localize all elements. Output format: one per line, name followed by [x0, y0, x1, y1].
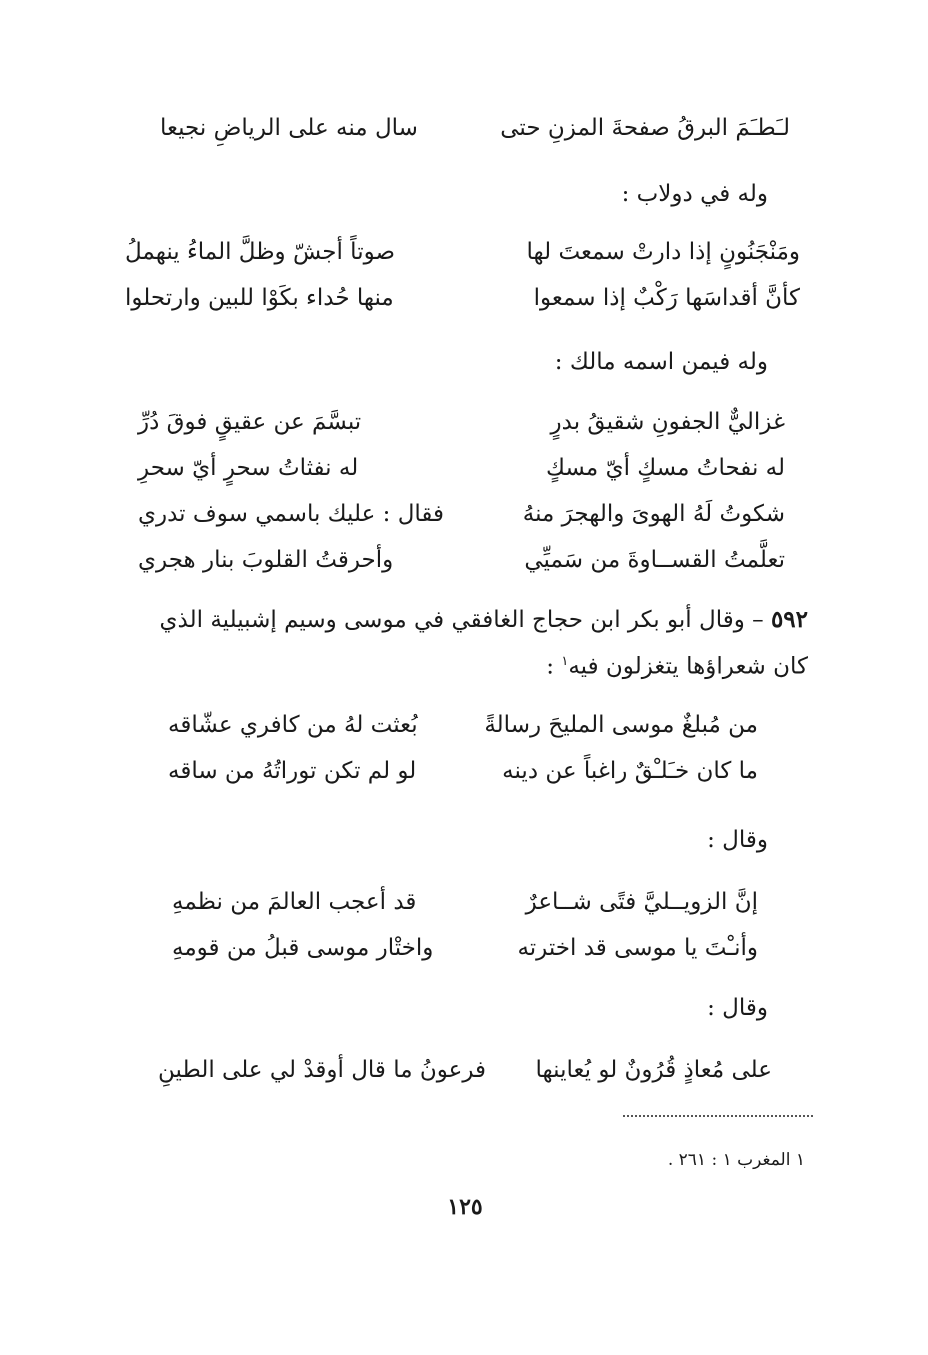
section-intro: وقال :	[707, 995, 768, 1021]
verse-second-hemistich: فقال : عليك باسمي سوف تدري	[138, 501, 445, 527]
verse-line	[125, 276, 800, 320]
numbered-paragraph	[160, 598, 808, 642]
verse-second-hemistich: فرعونُ ما قال أوقدْ لي على الطينِ	[158, 1057, 487, 1083]
verse-line	[158, 1048, 772, 1092]
verse-line	[138, 400, 785, 444]
verse-first-hemistich: على مُعاذٍ قُرُونٌ لو يُعاينها	[535, 1057, 772, 1083]
page-number: ١٢٥	[447, 1194, 483, 1220]
verse-first-hemistich: له نفحاتُ مسكٍ أيّ مسكٍ	[546, 455, 785, 481]
verse-line	[160, 106, 790, 150]
verse-line	[168, 749, 758, 793]
footnote: ١ المغرب ١ : ٢٦١ .	[667, 1150, 805, 1170]
section-intro: وله في دولاب :	[621, 181, 768, 207]
verse-first-hemistich: من مُبلغٌ موسى المليحَ رسالةً	[484, 712, 758, 738]
paragraph-colon: :	[546, 653, 562, 680]
paragraph-text: – وقال أبو بكر ابن حجاج الغافقي في موسى وسيم إشبيلية الذي	[159, 607, 764, 633]
verse-first-hemistich: ما كان خـَلـْقٌ راغباً عن دينه	[502, 758, 758, 784]
verse-first-hemistich: شكوتُ لَهُ الهوىَ والهجرَ منهُ	[522, 501, 785, 527]
verse-first-hemistich: لـَطـَمَ البرقُ صفحةَ المزنِ حتى	[500, 115, 790, 141]
section-intro: وله فيمن اسمه مالك :	[554, 349, 768, 375]
verse-second-hemistich: بُعثت لهُ من كافري عشّاقه	[168, 712, 418, 738]
verse-first-hemistich: وأنـْتَ يا موسى قد اخترته	[517, 935, 758, 961]
paragraph-continuation	[546, 640, 808, 689]
paragraph-text: كان شعراؤها يتغزلون فيه	[568, 653, 808, 680]
footnote-marker: ١	[561, 654, 569, 669]
verse-second-hemistich: واختْار موسى قبلُ من قومهِ	[172, 935, 434, 961]
verse-second-hemistich: سال منه على الرياضِ نجيعا	[160, 115, 418, 141]
verse-second-hemistich: له نفثاتُ سحرٍ أيّ سحرِ	[138, 455, 359, 481]
verse-second-hemistich: تبسَّمَ عن عقيقٍ فوقَ دُرِّ	[138, 409, 362, 435]
section-intro: وقال :	[707, 827, 768, 853]
verse-line	[168, 703, 758, 747]
verse-line	[138, 446, 785, 490]
verse-line	[125, 230, 800, 274]
paragraph-number: ٥٩٢	[770, 606, 808, 633]
verse-line	[138, 492, 785, 536]
verse-first-hemistich: غزاليٌّ الجفونِ شقيقُ بدرٍ	[550, 409, 785, 435]
verse-second-hemistich: وأحرقتُ القلوبَ بنار هجري	[138, 547, 394, 573]
verse-line	[138, 538, 785, 582]
verse-second-hemistich: لو لم تكن توراتُهُ من ساقه	[168, 758, 417, 784]
verse-line	[172, 926, 758, 970]
verse-second-hemistich: قد أعجب العالمَ من نظمهِ	[172, 889, 417, 915]
verse-first-hemistich: إنَّ الزويــليَّ فتًى شــاعرٌ	[525, 889, 758, 915]
verse-first-hemistich: ومَنْجَنُونٍ إذا دارتْ سمعتَ لها	[526, 239, 800, 265]
verse-second-hemistich: منها حُداء بكَوْا للبين وارتحلوا	[125, 285, 394, 311]
verse-second-hemistich: صوتاً أجشّ وظلَّ الماءُ ينهملُ	[125, 239, 396, 265]
verse-first-hemistich: كأنَّ أقداسَها رَكْبٌ إذا سمعوا	[533, 285, 800, 311]
footnote-separator	[623, 1115, 813, 1117]
verse-line	[172, 880, 758, 924]
verse-first-hemistich: تعلَّمتُ القســاوةَ من سَميِّي	[524, 547, 785, 573]
